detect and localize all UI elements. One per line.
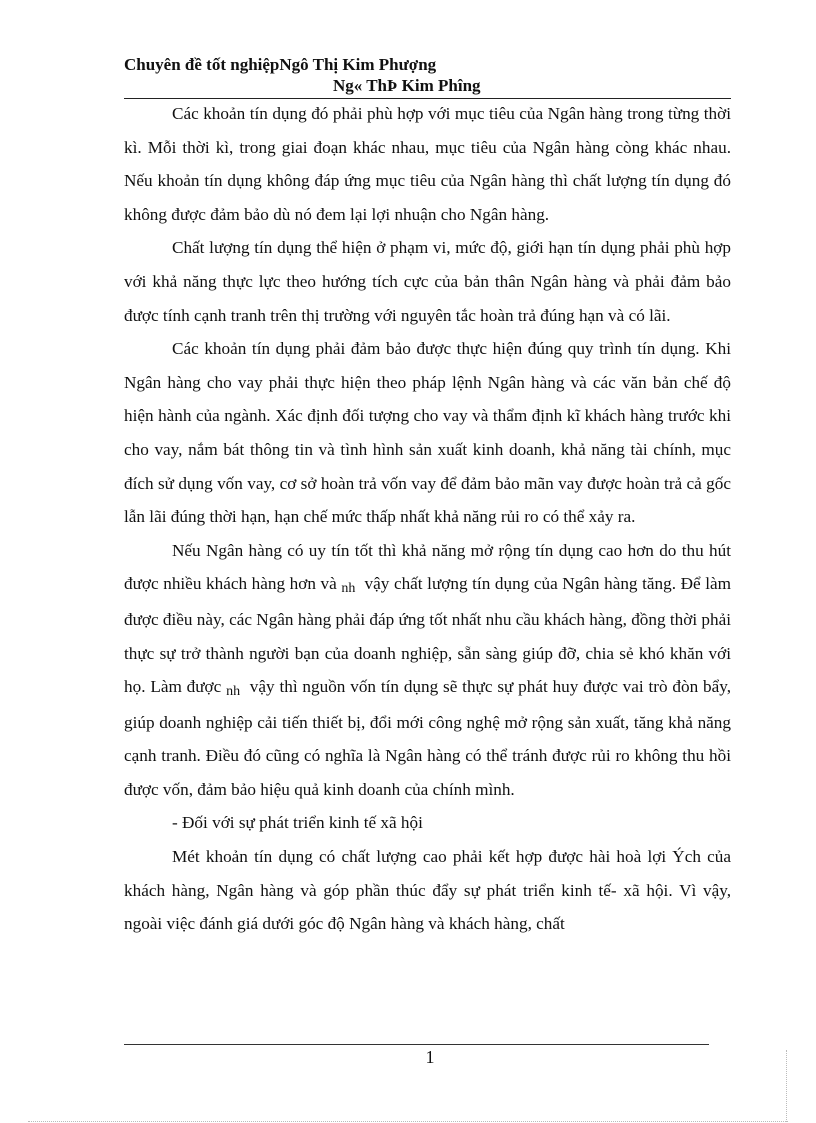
document-body [124,97,731,941]
footer-divider [124,1044,709,1045]
header-title: Chuyên đề tốt nghiệpNgô Thị Kim Phượng [124,55,437,74]
page-border-bottom [28,1121,788,1122]
section-bullet: - Đối với sự phát triển kinh tế xã hội [172,813,423,833]
paragraph-1: Các khoản tín dụng đó phải phù hợp với mục tiêu của Ngân hàng trong từng thời kì. Mỗi thời kì, trong giai đoạn khác nhau, mục tiêu của Ngân hàng còng khác nhau. Nếu khoản tín dụng không đáp ứng mục tiêu của Ngân hàng thì chất lượng tín dụng đó không được đảm bảo dù nó đem lại lợi nhuận cho Ngân hàng. [124,104,731,224]
page-number: 1 [425,1047,435,1067]
paragraph-4-part-a: Nếu Ngân hàng có uy tín tốt thì khả năng mở rộng tín dụng cao hơn do thu hút được nhiều khách hàng hơn và [124,540,731,594]
paragraph-4 [124,534,731,807]
paragraph-4-fragment-2: nh [226,684,241,700]
page-border-right [786,1050,787,1122]
paragraph-4-part-b: vậy chất lượng tín dụng của Ngân hàng tăng. Để làm được điều này, các Ngân hàng phải đáp ứng tốt nhất nhu cầu khách hàng, đồng thời phải thực sự trở thành người bạn của doanh nghiệp, sẵn sàng giúp đỡ, chia sẻ khó khăn với họ. Làm được [124,574,732,697]
paragraph-5: Mét khoản tín dụng có chất lượng cao phải kết hợp được hài hoà lợi Ých của khách hàng, Ngân hàng và góp phần thúc đẩy sự phát triển kinh tế- xã hội. Vì vậy, ngoài việc đánh giá dưới góc độ Ngân hàng và khách hàng, chất [124,847,731,934]
paragraph-2: Chất lượng tín dụng thể hiện ở phạm vi, mức độ, giới hạn tín dụng phải phù hợp với khả năng thực lực theo hướng tích cực của bản thân Ngân hàng và phải đảm bảo được tính cạnh tranh trên thị trường với nguyên tắc hoàn trả đúng hạn và có lãi. [124,238,731,325]
paragraph-3: Các khoản tín dụng phải đảm bảo được thực hiện đúng quy trình tín dụng. Khi Ngân hàng cho vay phải thực hiện theo pháp lệnh Ngân hàng và các văn bản chế độ hiện hành của ngành. Xác định đối tượng cho vay và thẩm định kĩ khách hàng trước khi cho vay, nắm bát thông tin và tình hình sản xuất kinh doanh, khả năng tài chính, mục đích sử dụng vốn vay, cơ sở hoàn trả vốn vay để đảm bảo mãn vay được hoàn trả cả gốc lẫn lãi đúng thời hạn, hạn chế mức thấp nhất khả năng rủi ro có thể xảy ra. [124,339,731,527]
paragraph-4-part-c: vậy thì nguồn vốn tín dụng sẽ thực sự phát huy được vai trò đòn bẩy, giúp doanh nghiệp cải tiến thiết bị, đổi mới công nghệ mở rộng sản xuất, tăng khả năng cạnh tranh. Điều đó cũng có nghĩa là Ngân hàng có thể tránh được rủi ro không thu hồi được vốn, đảm bảo hiệu quả kinh doanh của chính mình. [124,677,732,799]
header-author: Ng« ThÞ Kim Phîng [333,76,481,95]
paragraph-4-fragment-1: nh [341,581,356,597]
